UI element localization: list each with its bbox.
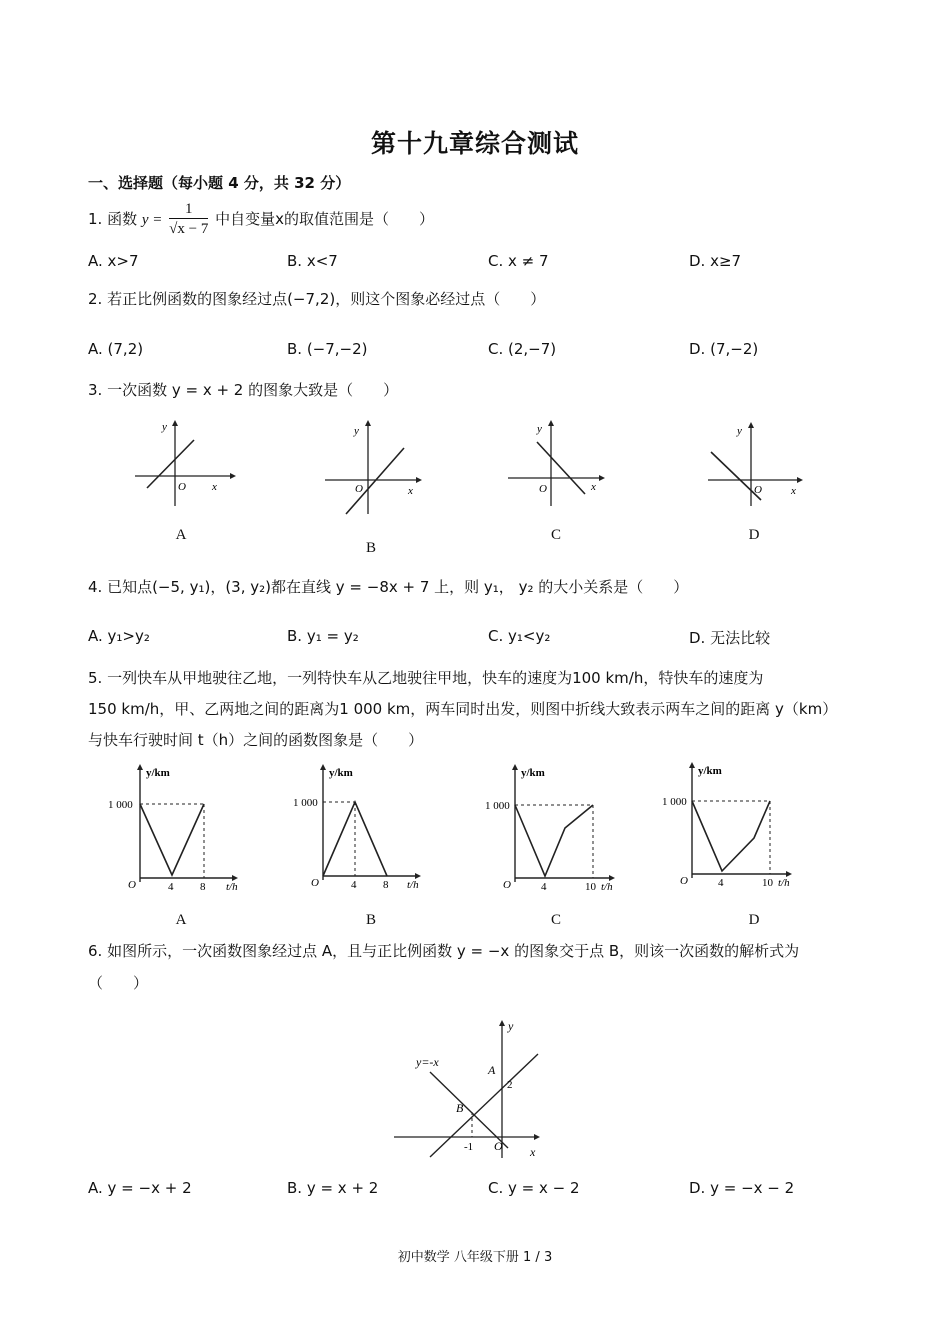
q1-fraction xyxy=(169,200,208,239)
q5d-y-label: y/km xyxy=(698,765,722,777)
q3-graph-d xyxy=(705,418,815,508)
question-5-line-1: 5. 一列快车从甲地驶往乙地，一列特快车从乙地驶往甲地，快车的速度为100 km/h，特快车的速度为 xyxy=(88,669,764,687)
q3a-y-label: y xyxy=(162,421,167,433)
q5-graph-b xyxy=(293,762,433,892)
q6-option-a: A. y = −x + 2 xyxy=(88,1179,192,1197)
q5-caption-d: D xyxy=(748,912,760,928)
q2-option-a: A. (7,2) xyxy=(88,340,144,358)
section-heading: 一、选择题（每小题 4 分，共 32 分） xyxy=(88,174,351,192)
q3-caption-c: C xyxy=(550,527,561,543)
q5d-x-tick-1: 4 xyxy=(718,877,724,889)
q6-y-label: y xyxy=(508,1019,514,1033)
question-6-line-2: （ ） xyxy=(88,974,149,992)
q5b-x-tick-1: 4 xyxy=(351,879,357,891)
q6-tick-y: 2 xyxy=(507,1079,513,1091)
q4-option-c: C. y₁<y₂ xyxy=(488,627,551,645)
q3-caption-d: D xyxy=(748,527,760,543)
q6-option-d: D. y = −x − 2 xyxy=(689,1179,795,1197)
q4-option-b: B. y₁ = y₂ xyxy=(287,627,359,645)
q5-graph-c xyxy=(485,762,630,892)
page-footer: 初中数学 八年级下册 1 / 3 xyxy=(397,1250,553,1265)
q3-graph-a xyxy=(130,418,240,508)
q2-option-c: C. (2,−7) xyxy=(488,340,557,358)
question-4: 4. 已知点(−5, y₁)，(3, y₂)都在直线 y = −8x + 7 上，则 y₁， y₂ 的大小关系是（ ） xyxy=(88,578,689,596)
q1-numerator: 1 xyxy=(169,200,208,219)
q3d-x-label: x xyxy=(791,485,796,497)
q3-caption-a: A xyxy=(175,527,187,543)
q3a-origin: O xyxy=(178,481,186,493)
q5c-y-label: y/km xyxy=(521,767,545,779)
q5a-y-tick: 1 000 xyxy=(108,799,133,811)
q1-option-c: C. x ≠ 7 xyxy=(488,252,549,270)
q5c-x-label: t/h xyxy=(601,881,613,892)
q5b-y-label: y/km xyxy=(329,767,353,779)
q3a-x-label: x xyxy=(212,481,217,493)
q1-suffix: 中自变量x的取值范围是（ ） xyxy=(215,210,435,228)
q3b-x-label: x xyxy=(408,485,413,497)
q5a-x-tick-2: 8 xyxy=(200,881,206,892)
q1-option-b: B. x<7 xyxy=(287,252,338,270)
q5-caption-b: B xyxy=(365,912,376,928)
q5b-x-label: t/h xyxy=(407,879,419,891)
q1-option-a: A. x>7 xyxy=(88,252,139,270)
question-1 xyxy=(88,200,434,239)
q5a-origin: O xyxy=(128,879,136,891)
q5c-x-tick-1: 4 xyxy=(541,881,547,892)
q5b-origin: O xyxy=(311,877,319,889)
q3-graph-b xyxy=(320,418,430,518)
q6-line-label: y=-x xyxy=(416,1055,439,1069)
q5-caption-a: A xyxy=(175,912,187,928)
q1-y-eq: y = xyxy=(141,212,163,228)
q1-option-d: D. x≥7 xyxy=(689,252,742,270)
question-3: 3. 一次函数 y = x + 2 的图象大致是（ ） xyxy=(88,381,399,399)
q3d-y-label: y xyxy=(737,425,742,437)
question-5-line-2: 150 km/h，甲、乙两地之间的距离为1 000 km，两车同时出发，则图中折线大致表示两车之间的距离 y（km） xyxy=(88,700,838,718)
q5b-x-tick-2: 8 xyxy=(383,879,389,891)
q6-option-c: C. y = x − 2 xyxy=(488,1179,580,1197)
q5a-y-label: y/km xyxy=(146,767,170,779)
q5a-x-label: t/h xyxy=(226,881,238,892)
q4-option-a: A. y₁>y₂ xyxy=(88,627,150,645)
q5d-y-tick: 1 000 xyxy=(662,796,687,808)
q3c-origin: O xyxy=(539,483,547,495)
q1-prefix: 1. 函数 xyxy=(88,210,142,228)
q6-tick-x: -1 xyxy=(464,1141,474,1153)
q4-option-d: D. 无法比较 xyxy=(689,629,771,647)
q6-origin: O xyxy=(494,1139,503,1153)
q5d-x-label: t/h xyxy=(778,877,790,889)
q3b-origin: O xyxy=(355,483,363,495)
q3c-x-label: x xyxy=(591,481,596,493)
q3d-origin: O xyxy=(754,484,762,496)
q2-option-d: D. (7,−2) xyxy=(689,340,759,358)
question-2: 2. 若正比例函数的图象经过点(−7,2)，则这个图象必经过点（ ） xyxy=(88,290,546,308)
q5-graph-d xyxy=(662,760,807,890)
q5d-origin: O xyxy=(680,875,688,887)
q6-option-b: B. y = x + 2 xyxy=(287,1179,379,1197)
q5-graph-a xyxy=(108,762,248,892)
q2-option-b: B. (−7,−2) xyxy=(287,340,368,358)
q3c-y-label: y xyxy=(537,423,542,435)
page-title: 第十九章综合测试 xyxy=(370,129,579,158)
q5a-x-tick-1: 4 xyxy=(168,881,174,892)
q6-figure xyxy=(390,1016,560,1166)
q3-caption-b: B xyxy=(365,540,376,556)
q5-caption-c: C xyxy=(550,912,561,928)
q6-point-a: A xyxy=(488,1063,496,1077)
q5b-y-tick: 1 000 xyxy=(293,797,318,809)
q1-denominator: √x − 7 xyxy=(169,221,209,237)
q5d-x-tick-2: 10 xyxy=(762,877,773,889)
question-6-line-1: 6. 如图所示，一次函数图象经过点 A，且与正比例函数 y = −x 的图象交于点 B，则该一次函数的解析式为 xyxy=(88,942,800,960)
q5c-y-tick: 1 000 xyxy=(485,800,510,812)
q5c-origin: O xyxy=(503,879,511,891)
question-5-line-3: 与快车行驶时间 t（h）之间的函数图象是（ ） xyxy=(88,731,424,749)
q5c-x-tick-2: 10 xyxy=(585,881,596,892)
q3b-y-label: y xyxy=(354,425,359,437)
q6-x-label: x xyxy=(530,1145,536,1159)
q3-graph-c xyxy=(505,418,615,508)
q6-point-b: B xyxy=(456,1101,464,1115)
